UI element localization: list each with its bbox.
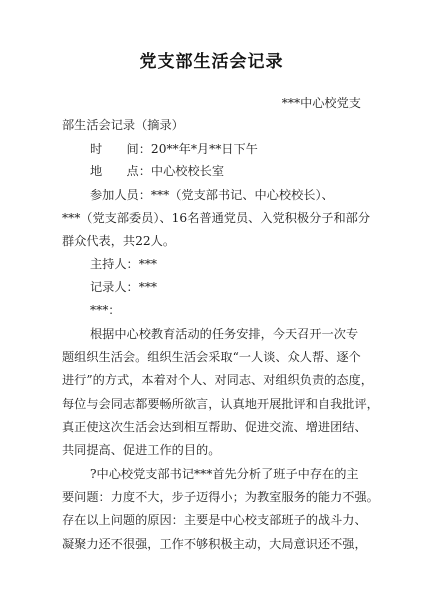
body-paragraph-2-line-4: 凝聚力还不很强，工作不够积极主动，大局意识还不强， [62, 537, 367, 551]
body-paragraph-1-line-1: 根据中心校教育活动的任务安排，今天召开一次专 [90, 327, 359, 341]
meeting-location: 地 点：中心校校长室 [90, 164, 225, 178]
host-line: 主持人：*** [90, 257, 158, 271]
attendees-line-3: 群众代表，共22人。 [62, 234, 176, 248]
recorder-line: 记录人：*** [90, 280, 158, 294]
attendees-line-2: ***（党支部委员）、16名普通党员、入党积极分子和部分 [62, 211, 371, 225]
body-paragraph-2-line-2: 要问题：力度不大，步子迈得小；为教室服务的能力不强。 [62, 490, 379, 504]
body-paragraph-1-line-6: 共同提高、促进工作的目的。 [62, 443, 221, 457]
meeting-time: 时 间：20**年*月**日下午 [90, 142, 258, 156]
attendees-line-1: 参加人员：***（党支部书记、中心校校长）、 [90, 188, 334, 202]
body-paragraph-1-line-4: 每位与会同志都要畅所欲言，认真地开展批评和自我批评， [62, 397, 379, 411]
body-paragraph-1-line-5: 真正使这次生活会达到相互帮助、促进交流、增进团结、 [62, 420, 367, 434]
body-paragraph-1-line-2: 题组织生活会。组织生活会采取“一人谈、众人帮、逐个 [62, 350, 361, 364]
speaker-line: ***： [90, 303, 121, 317]
subtitle-line: 部生活会记录（摘录） [62, 118, 184, 132]
document-title: 党支部生活会记录 [139, 52, 284, 72]
org-name-line: ***中心校党支 [281, 96, 361, 110]
body-paragraph-2-line-1: ?中心校党支部书记***首先分析了班子中存在的主 [90, 467, 359, 481]
body-paragraph-2-line-3: 存在以上问题的原因：主要是中心校支部班子的战斗力、 [62, 513, 367, 527]
body-paragraph-1-line-3: 进行”的方式，本着对个人、对同志、对组织负责的态度， [62, 373, 373, 387]
